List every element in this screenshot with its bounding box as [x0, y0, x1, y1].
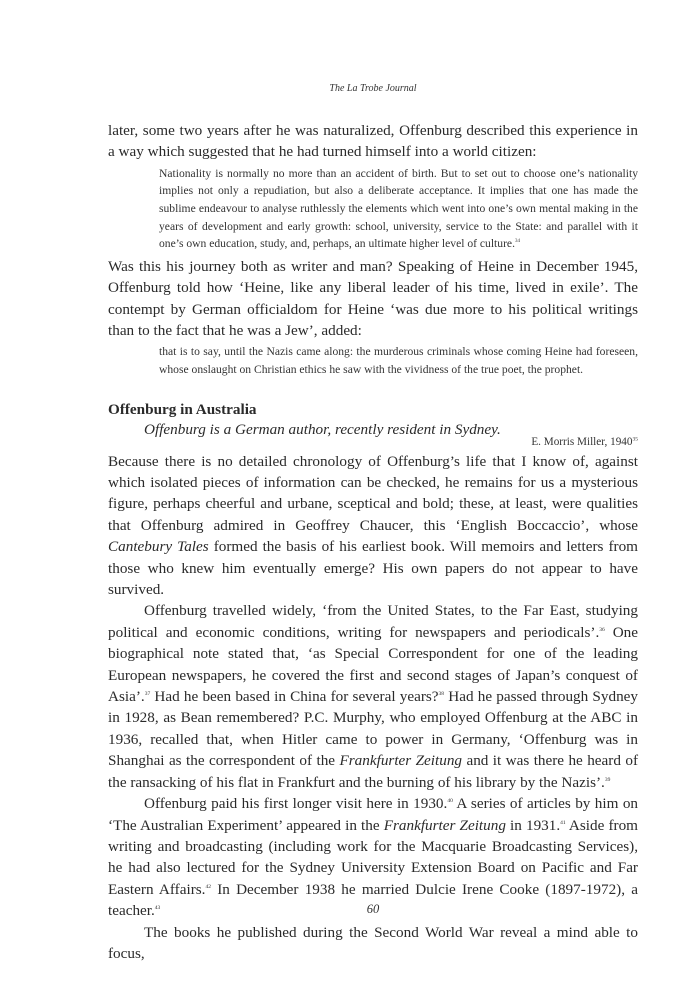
- text-run: Had he passed through Sydney in 1928, as Bean remembered? P.C. Murphy, who employed Offenburg at the ABC in 1936, recalled that, when Hitler came to power in Germany, ‘Offenburg was in Shanghai as the correspondent of the: [108, 688, 638, 770]
- footnote-ref-41: 41: [560, 819, 566, 826]
- text-run: Offenburg paid his first longer visit here in 1930.: [144, 795, 448, 813]
- text-run: In December 1938 he married Dulcie Irene Cooke (1897-1972), a teacher.: [108, 880, 638, 920]
- paragraph-books: The books he published during the Second World War reveal a mind able to focus,: [108, 923, 638, 962]
- footnote-ref-42: 42: [205, 883, 211, 890]
- text-run: and it was there he heard of the ransacking of his flat in Frankfurt and the burning of his library by the Nazis’.: [108, 752, 639, 791]
- footnote-ref-37: 37: [144, 691, 151, 697]
- page-number: 60: [366, 902, 380, 916]
- text-run: One biographical note stated that, ‘as Special Correspondent for one of the leading European newspapers, he covered the first and second stages of Japan’s conquest of Asia’.: [108, 623, 639, 706]
- text-run: Offenburg travelled widely, ‘from the United States, to the Far East, studying political and economic conditions, writing for newspapers and periodicals’.: [108, 602, 638, 641]
- footnote-ref-40: 40: [447, 798, 453, 805]
- epigraph-author: E. Morris Miller, 1940: [531, 435, 633, 448]
- text-run: A series of articles by him on ‘The Australian Experiment’ appeared in the: [108, 795, 639, 834]
- text-run: Had he been based in China for several years?: [150, 688, 439, 706]
- paragraph-chronology: [108, 451, 638, 601]
- running-head: The La Trobe Journal: [329, 83, 417, 94]
- footnote-ref-35: 35: [632, 435, 638, 442]
- paragraph-heine: Was this his journey both as writer and man? Speaking of Heine in December 1945, Offenburg told how ‘Heine, like any liberal leader of his time, lived in exile’. The contempt by German officialdom for Heine ‘was due more to his political writings than to the fact that he was a Jew’, added:: [108, 257, 638, 339]
- footnote-ref-43: 43: [154, 905, 161, 912]
- block-quote-nationality: [159, 165, 638, 253]
- footnote-ref-39: 39: [604, 776, 611, 783]
- section-heading: Offenburg in Australia: [108, 400, 257, 418]
- journal-page: [108, 0, 668, 1000]
- block-quote-text: Nationality is normally no more than an accident of birth. But to set out to choose one’s nationality implies not only a repudiation, but also a deliberate acceptance. It implies that one has made the sublime endeavour to analyse ruthlessly the elements which went into one’s own mental making in the years of development and early growth: school, university, service to the State: and parallel with it one’s own education, study, and, perhaps, an ultimate higher level of culture.: [159, 166, 638, 251]
- newspaper-title: Frankfurter Zeitung: [383, 816, 506, 834]
- footnote-ref-34: 34: [514, 239, 520, 245]
- footnote-ref-36: 36: [599, 626, 605, 633]
- text-run: formed the basis of his earliest book. Will memoirs and letters from those who knew him eventually emerge? His own papers do not appear to have survived.: [108, 538, 638, 599]
- newspaper-title: Frankfurter Zeitung: [339, 752, 463, 770]
- paragraph-travels: [108, 600, 638, 793]
- paragraph-naturalization: later, some two years after he was naturalized, Offenburg described this experience in a way which suggested that he had turned himself into a world citizen:: [108, 122, 638, 161]
- book-title-canterbury-tales: Cantebury Tales: [108, 538, 209, 556]
- epigraph: Offenburg is a German author, recently resident in Sydney.: [144, 420, 501, 438]
- article-body: [108, 120, 638, 964]
- text-run: Aside from writing and broadcasting (including work for the Macquarie Broadcasting Services), he had also lectured for the Sydney University Extension Board on Pacific and Far Eastern Affairs.: [108, 816, 638, 898]
- text-run: Because there is no detailed chronology of Offenburg’s life that I know of, against which isolated pieces of information can be checked, he remains for us a mysterious figure, perhaps cheerful and urbane, sceptical and bold; these, at least, were qualities that Offenburg admired in Geoffrey Chaucer, this ‘English Boccaccio’, whose: [108, 452, 638, 534]
- text-run: in 1931.: [505, 816, 561, 834]
- footnote-ref-38: 38: [438, 691, 445, 697]
- block-quote-nazis: that is to say, until the Nazis came along: the murderous criminals whose coming Heine had foreseen, whose onslaught on Christian ethics he saw with the vividness of the true poet, the prophet.: [159, 345, 638, 376]
